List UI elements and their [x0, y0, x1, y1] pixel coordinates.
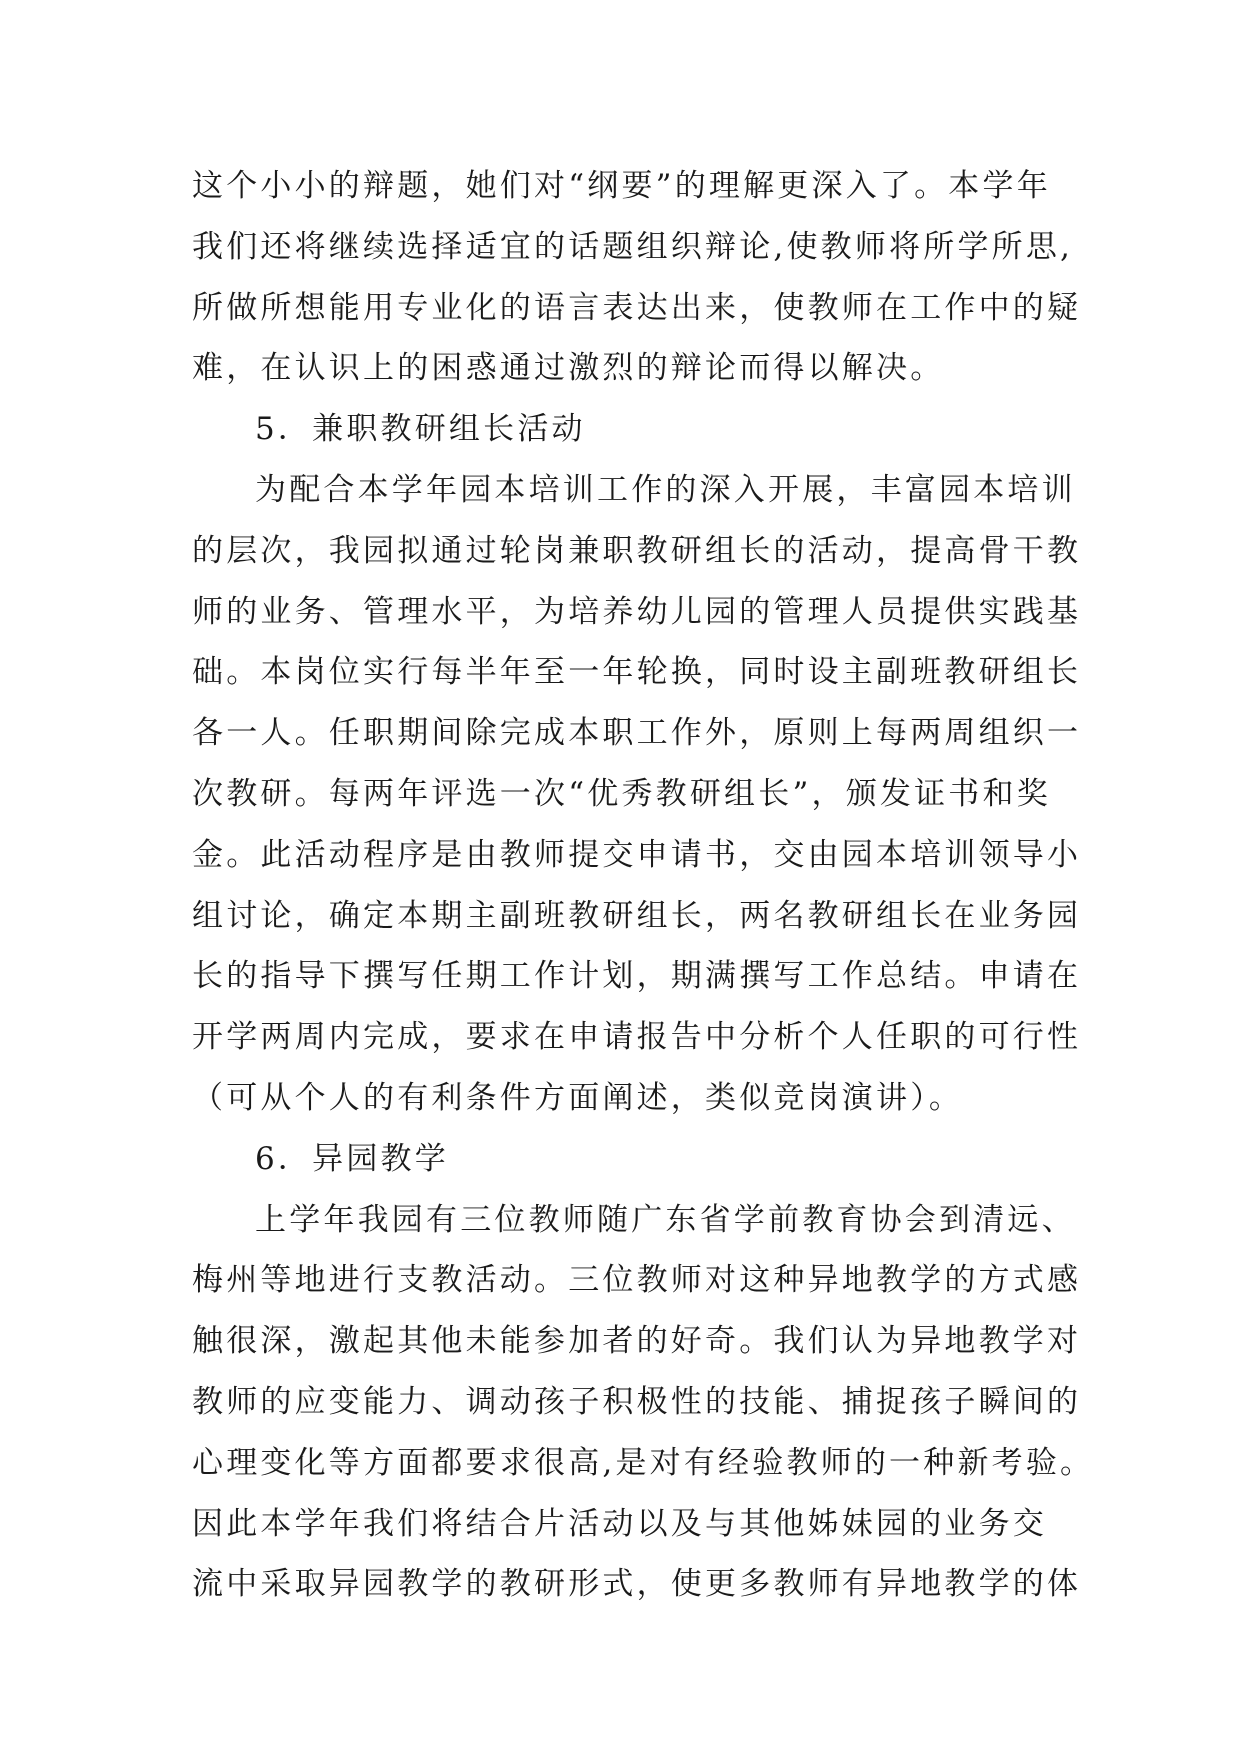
- text-line: 开学两周内完成，要求在申请报告中分析个人任职的可行性: [192, 1019, 1082, 1056]
- text-line: 次教研。每两年评选一次“优秀教研组长”，颁发证书和奖: [192, 775, 1051, 812]
- text-line: （可从个人的有利条件方面阐述，类似竞岗演讲）。: [192, 1079, 964, 1116]
- text-line: 我们还将继续选择适宜的话题组织辩论,使教师将所学所思,: [192, 228, 1074, 265]
- text-line: 难，在认识上的困惑通过激烈的辩论而得以解决。: [192, 350, 945, 387]
- text-line: 梅州等地进行支教活动。三位教师对这种异地教学的方式感: [192, 1262, 1082, 1299]
- text-line: 长的指导下撰写任期工作计划，期满撰写工作总结。申请在: [192, 958, 1082, 995]
- text-line: 触很深，激起其他未能参加者的好奇。我们认为异地教学对: [192, 1323, 1082, 1360]
- text-line: 各一人。任职期间除完成本职工作外，原则上每两周组织一: [192, 715, 1082, 752]
- text-line: 金。此活动程序是由教师提交申请书，交由园本培训领导小: [192, 836, 1082, 873]
- text-line: 为配合本学年园本培训工作的深入开展，丰富园本培训: [255, 471, 1076, 508]
- text-line: 所做所想能用专业化的语言表达出来，使教师在工作中的疑: [192, 289, 1082, 326]
- text-line: 因此本学年我们将结合片活动以及与其他姊妹园的业务交: [192, 1505, 1047, 1542]
- text-line: 流中采取异园教学的教研形式，使更多教师有异地教学的体: [192, 1566, 1082, 1603]
- text-line: 这个小小的辩题，她们对“纲要”的理解更深入了。本学年: [192, 168, 1051, 204]
- text-line: 师的业务、管理水平，为培养幼儿园的管理人员提供实践基: [192, 593, 1082, 630]
- section-heading-6: 6．异园教学: [255, 1140, 449, 1177]
- text-line: 础。本岗位实行每半年至一年轮换，同时设主副班教研组长: [192, 654, 1082, 691]
- text-line: 心理变化等方面都要求很高,是对有经验教师的一种新考验。: [192, 1444, 1095, 1481]
- text-line: 上学年我园有三位教师随广东省学前教育协会到清远、: [255, 1201, 1076, 1238]
- text-line: 组讨论，确定本期主副班教研组长，两名教研组长在业务园: [192, 897, 1082, 934]
- body-text: [192, 156, 1095, 1615]
- section-heading-5: 5．兼职教研组长活动: [255, 411, 586, 448]
- text-line: 的层次，我园拟通过轮岗兼职教研组长的活动，提高骨干教: [192, 532, 1082, 569]
- text-line: 教师的应变能力、调动孩子积极性的技能、捕捉孩子瞬间的: [192, 1383, 1082, 1420]
